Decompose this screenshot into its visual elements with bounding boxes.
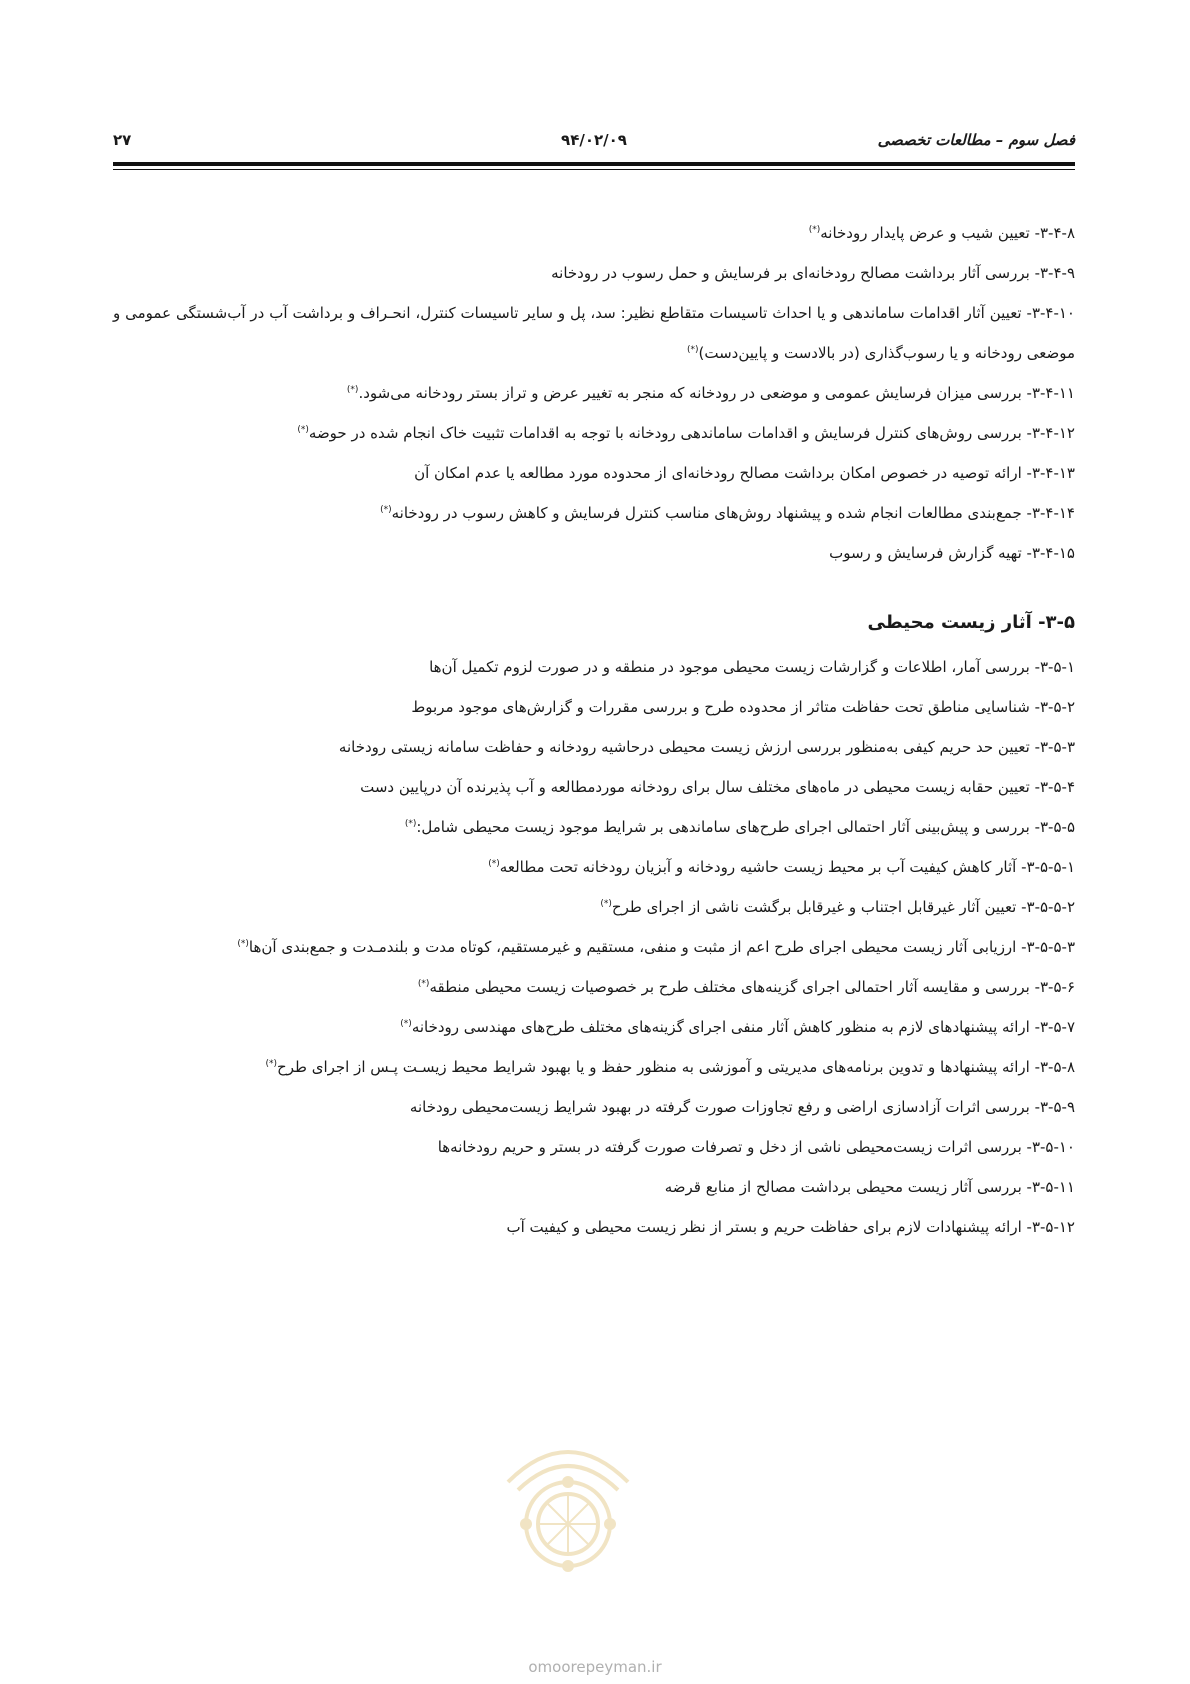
footnote-marker: (*) [404,819,417,829]
item-text: ۳-۵-۷- ارائه پیشنهادهای لازم به منظور کاهش آثار منفی اجرای گزینه‌های مختلف طرح‌های مهندسی رودخانه [411,1018,1075,1036]
item-text: ۳-۴-۱۴- جمع‌بندی مطالعات انجام شده و پیشنهاد روش‌های مناسب کنترل فرسایش و کاهش رسوب در رودخانه [391,504,1075,522]
footnote-marker: (*) [808,225,821,235]
header-date: ۹۴/۰۲/۰۹ [561,131,627,149]
list-item [113,967,1075,1007]
footnote-marker: (*) [488,859,500,869]
list-item [113,253,1075,293]
list-item [113,847,1075,887]
list-item [113,493,1075,533]
footnote-marker: (*) [417,979,430,989]
list-item [113,453,1075,493]
item-text: ۳-۵-۱۰- بررسی اثرات زیست‌محیطی ناشی از دخل و تصرفات صورت گرفته در بستر و حریم رودخانه‌ها [437,1138,1075,1156]
list-item [113,1207,1075,1247]
item-text: ۳-۴-۹- بررسی آثار برداشت مصالح رودخانه‌ای بر فرسایش و حمل رسوب در رودخانه [551,264,1075,282]
page-number: ۲۷ [113,131,132,149]
list-item [113,727,1075,767]
item-text: ۳-۴-۱۲- بررسی روش‌های کنترل فرسایش و اقدامات ساماندهی رودخانه با توجه به اقدامات تثبیت خاک انجام شده در حوضه [308,424,1075,442]
list-item [113,807,1075,847]
erosion-items-list [113,213,1075,573]
item-text: ۳-۴-۱۵- تهیه گزارش فرسایش و رسوب [829,544,1075,562]
item-text: ۳-۵-۴- تعیین حقابه زیست محیطی در ماه‌های مختلف سال برای رودخانه موردمطالعه و آب پذیرنده آن درپایین دست [360,778,1075,796]
item-text: ۳-۴-۱۰- تعیین آثار اقدامات ساماندهی و یا احداث تاسیسات متقاطع نظیر: سد، پل و سایر تاسیسات کنترل، انحـراف و برداشت آب در آب‌شستگی عمومی و موضعی رودخانه و یا رسوب‌گذاری (در بالادست و پایین‌دست) [113,304,1075,362]
list-item [113,533,1075,573]
list-item [113,647,1075,687]
page-header [113,131,1075,161]
footnote-marker: (*) [380,505,392,515]
footnote-marker: (*) [687,345,699,355]
item-text: ۳-۵-۵-۱- آثار کاهش کیفیت آب بر محیط زیست حاشیه رودخانه و آبزیان رودخانه تحت مطالعه [499,858,1075,876]
footnote-marker: (*) [600,899,612,909]
list-item [113,1167,1075,1207]
list-item [113,687,1075,727]
item-text: ۳-۵-۳- تعیین حد حریم کیفی به‌منظور بررسی ارزش زیست محیطی درحاشیه رودخانه و حفاظت سامانه زیستی رودخانه [338,738,1075,756]
item-text: ۳-۵-۵-۲- تعیین آثار غیرقابل اجتناب و غیرقابل برگشت ناشی از اجرای طرح [611,898,1075,916]
list-item [113,887,1075,927]
item-text: ۳-۵-۲- شناسایی مناطق تحت حفاظت متاثر از محدوده طرح و بررسی مقررات و گزارش‌های موجود مربوط [411,698,1075,716]
footer-site-url: omoorepeyman.ir [528,1658,662,1676]
footnote-marker: (*) [265,1059,278,1069]
item-text: ۳-۵-۹- بررسی اثرات آزادسازی اراضی و رفع تجاوزات صورت گرفته در بهبود شرایط زیست‌محیطی رودخانه [409,1098,1075,1116]
item-text: ۳-۵-۸- ارائه پیشنهادها و تدوین برنامه‌های مدیریتی و آموزشی به منظور حفظ و یا بهبود شرایط محیط زیسـت پـس از اجرای طرح [277,1058,1075,1076]
footnote-marker: (*) [237,939,249,949]
item-text: ۳-۵-۵-۳- ارزیابی آثار زیست محیطی اجرای طرح اعم از مثبت و منفی، مستقیم و غیرمستقیم، کوتاه مدت و بلندمـدت و جمع‌بندی آن‌ها [248,938,1075,956]
list-item [113,1047,1075,1087]
list-item [113,767,1075,807]
list-item [113,1127,1075,1167]
footnote-marker: (*) [346,385,359,395]
list-item [113,373,1075,413]
item-text: ۳-۴-۱۱- بررسی میزان فرسایش عمومی و موضعی در رودخانه که منجر به تغییر عرض و تراز بستر رودخانه می‌شود. [358,384,1075,402]
item-text: ۳-۵-۵- بررسی و پیش‌بینی آثار احتمالی اجرای طرح‌های ساماندهی بر شرایط موجود زیست محیطی شامل: [416,818,1075,836]
item-text: ۳-۵-۱۲- ارائه پیشنهادات لازم برای حفاظت حریم و بستر از نظر زیست محیطی و کیفیت آب [506,1218,1075,1236]
list-item [113,927,1075,967]
header-rule-thin [113,169,1075,170]
section-heading: ۳-۵- آثار زیست محیطی [867,612,1075,633]
item-text: ۳-۵-۱- بررسی آمار، اطلاعات و گزارشات زیست محیطی موجود در منطقه و در صورت لزوم تکمیل آن‌ها [429,658,1075,676]
header-rule-thick [113,162,1075,166]
footnote-marker: (*) [400,1019,412,1029]
list-item [113,1007,1075,1047]
seal-logo-icon [478,1412,658,1592]
item-text: ۳-۵-۱۱- بررسی آثار زیست محیطی برداشت مصالح از منابع قرضه [664,1178,1075,1196]
list-item [113,213,1075,253]
environment-items-list [113,647,1075,1247]
list-item [113,293,1075,373]
list-item [113,413,1075,453]
list-item [113,1087,1075,1127]
chapter-title: فصل سوم – مطالعات تخصصی [877,131,1075,149]
footnote-marker: (*) [297,425,309,435]
document-body [113,213,1075,1247]
item-text: ۳-۵-۶- بررسی و مقایسه آثار احتمالی اجرای گزینه‌های مختلف طرح بر خصوصیات زیست محیطی منطقه [429,978,1075,996]
item-text: ۳-۴-۸- تعیین شیب و عرض پایدار رودخانه [820,224,1075,242]
item-text: ۳-۴-۱۳- ارائه توصیه در خصوص امکان برداشت مصالح رودخانه‌ای از محدوده مورد مطالعه یا عدم امکان آن [414,464,1075,482]
